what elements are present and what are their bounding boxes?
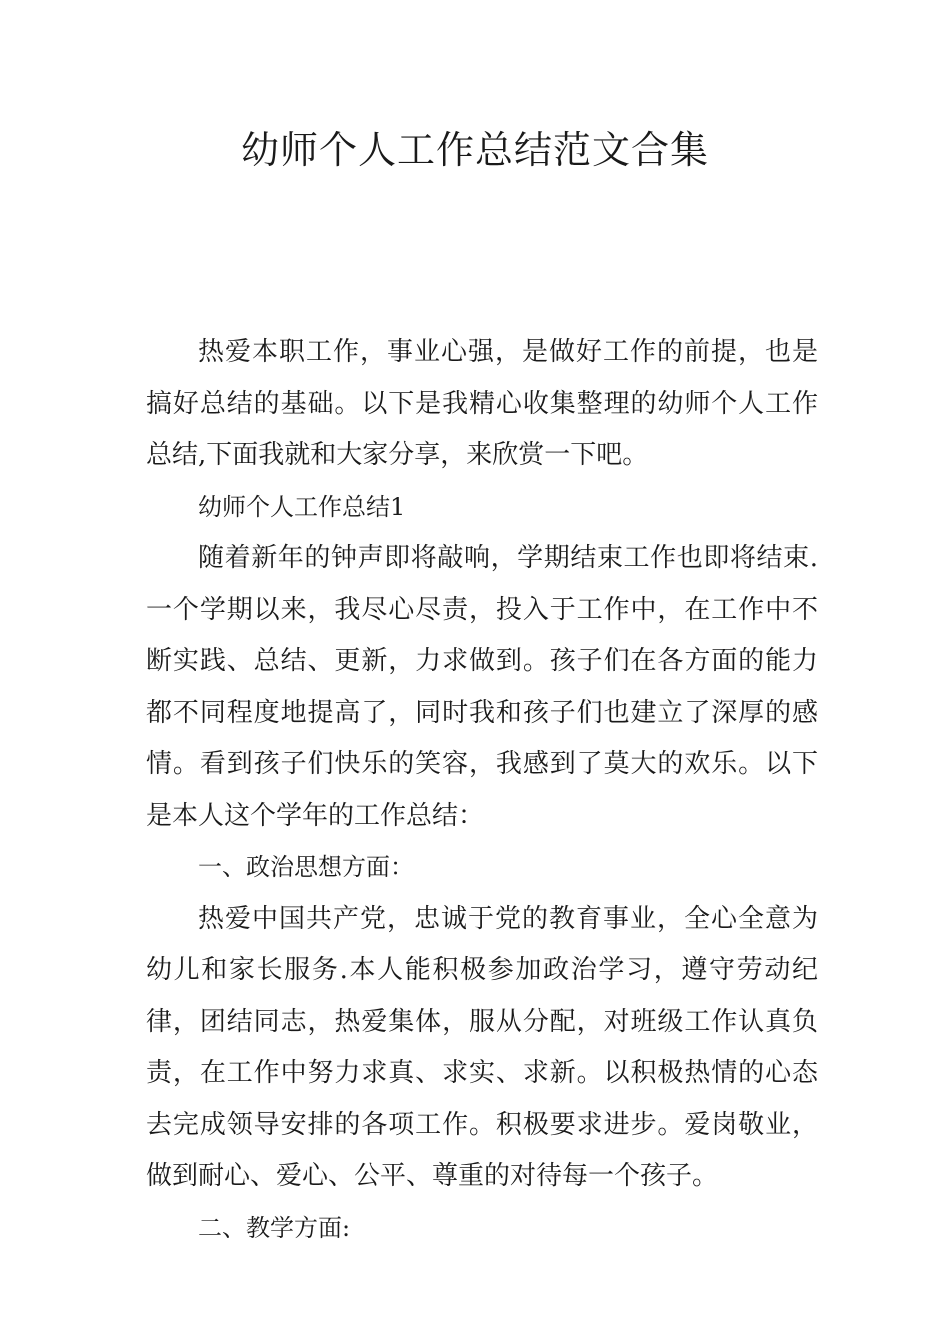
intro-paragraph: 热爱本职工作，事业心强，是做好工作的前提，也是搞好总结的基础。以下是我精心收集整理的幼师个人工作总结,下面我就和大家分享，来欣赏一下吧。	[146, 337, 818, 470]
document-body	[146, 327, 818, 1254]
section-1-paragraph: 随着新年的钟声即将敲响，学期结束工作也即将结束.一个学期以来，我尽心尽责，投入于工作中，在工作中不断实践、总结、更新，力求做到。孩子们在各方面的能力都不同程度地提高了，同时我和孩子们也建立了深厚的感情。看到孩子们快乐的笑容，我感到了莫大的欢乐。以下是本人这个学年的工作总结：	[146, 543, 818, 831]
politics-paragraph: 热爱中国共产党，忠诚于党的教育事业，全心全意为幼儿和家长服务.本人能积极参加政治学习，遵守劳动纪律，团结同志，热爱集体，服从分配，对班级工作认真负责，在工作中努力求真、求实、求新。以积极热情的心态去完成领导安排的各项工作。积极要求进步。爱岗敬业，做到耐心、爱心、公平、尊重的对待每一个孩子。	[146, 903, 818, 1191]
section-title-1: 幼师个人工作总结1	[198, 492, 406, 521]
teaching-heading: 二、教学方面:	[198, 1213, 351, 1242]
politics-heading: 一、政治思想方面：	[198, 853, 414, 881]
document-title: 幼师个人工作总结范文合集	[240, 128, 709, 172]
